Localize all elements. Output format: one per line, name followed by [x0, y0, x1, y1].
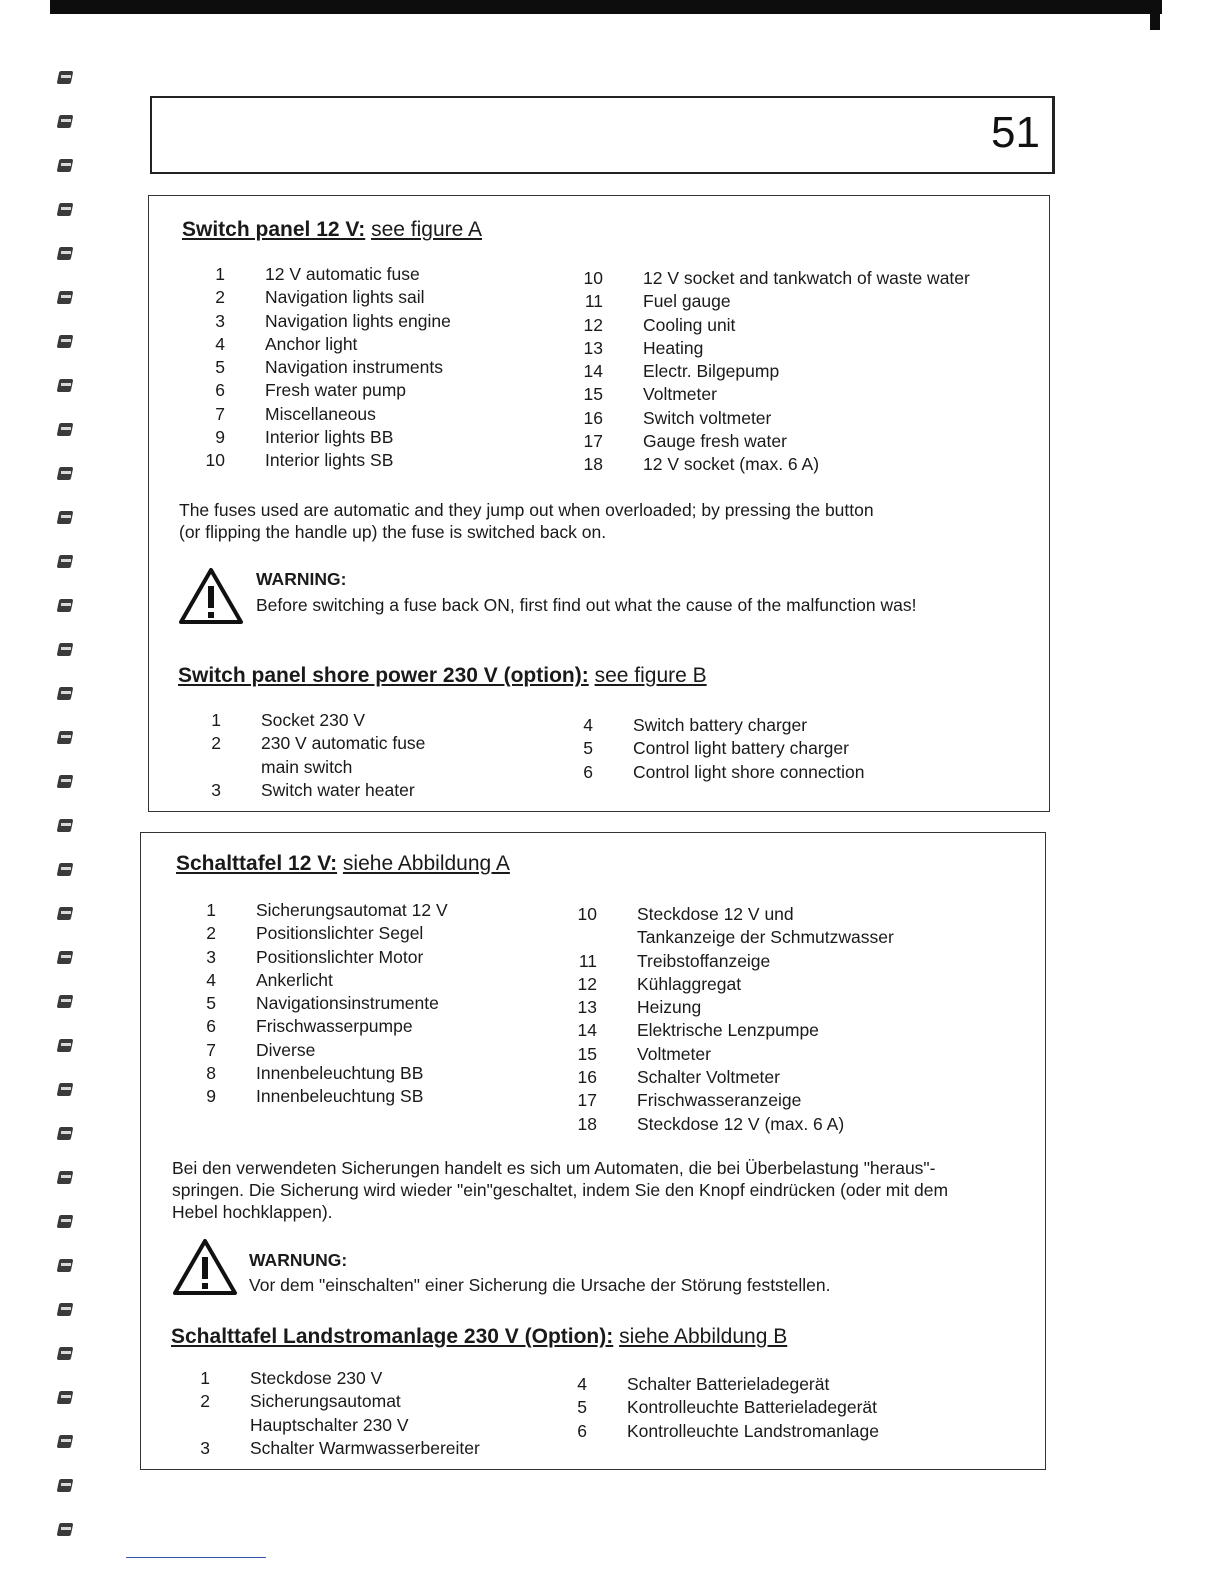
fuse-note-line: (or flipping the handle up) the fuse is switched back on. [179, 522, 607, 542]
warning-text: Vor dem "einschalten" einer Sicherung die Ursache der Störung feststellen. [249, 1275, 831, 1295]
binding-ring [56, 420, 76, 440]
fuse-note-line: Hebel hochklappen). [172, 1202, 333, 1222]
warning-title: WARNING: [256, 569, 347, 589]
binding-ring [56, 816, 76, 836]
binding-ring [56, 464, 76, 484]
list-item: 12 Kühlaggregat [577, 973, 742, 994]
page-number: 51 [991, 108, 1040, 157]
binding-ring [56, 596, 76, 616]
list-item: 18 Steckdose 12 V (max. 6 A) [577, 1113, 845, 1134]
heading-reference: see figure B [594, 664, 707, 687]
binding-ring [56, 200, 76, 220]
list-item: 7 Diverse [206, 1039, 316, 1060]
fuse-note [172, 1157, 948, 1223]
warning-triangle-icon [171, 1237, 239, 1297]
binding-ring [56, 1080, 76, 1100]
list-item: 16 Schalter Voltmeter [577, 1067, 780, 1088]
list-item: 5 Kontrolleuchte Batterieladegerät [577, 1397, 878, 1418]
page-header-box [150, 96, 1055, 174]
list-item: 1 12 V automatic fuse [215, 264, 420, 284]
schalttafel-230v-heading [171, 1325, 787, 1349]
list-item: main switch [261, 756, 353, 777]
fuse-note-line: springen. Die Sicherung wird wieder "ein"geschaltet, indem Sie den Knopf eindrücken (oder mit dem [172, 1180, 949, 1200]
binding-ring [56, 1300, 76, 1320]
binding-ring [56, 112, 76, 132]
panel12-list-right [567, 267, 970, 477]
list-item: 6 Fresh water pump [215, 380, 407, 401]
list-item: 5 Navigationsinstrumente [206, 993, 439, 1014]
list-item: 3 Navigation lights engine [215, 310, 451, 331]
binding-ring [56, 1036, 76, 1056]
list-item: 11 Treibstoffanzeige [578, 950, 771, 971]
binding-ring [56, 332, 76, 352]
list-item: 2 Navigation lights sail [215, 287, 425, 308]
panel230-list-left [185, 709, 425, 802]
list-item: Tankanzeige der Schmutzwasser [637, 927, 894, 948]
list-item: 18 12 V socket (max. 6 A) [583, 454, 820, 475]
panel12-list-right [561, 903, 894, 1136]
list-item: 4 Anchor light [215, 333, 358, 354]
binding-ring [56, 948, 76, 968]
binding-ring [56, 684, 76, 704]
switch-panel-12v-heading [182, 218, 482, 242]
list-item: 11 Fuel gauge [584, 291, 731, 312]
binding-ring [56, 1388, 76, 1408]
panel230-list-right [551, 1373, 879, 1443]
list-item: 1 Steckdose 230 V [200, 1368, 383, 1388]
heading-bold: Switch panel shore power 230 V (option): [178, 664, 589, 687]
binding-ring [56, 68, 76, 88]
list-item: 10 Steckdose 12 V und [577, 904, 794, 924]
heading-reference: siehe Abbildung B [619, 1325, 788, 1348]
binding-ring [56, 640, 76, 660]
list-item: 15 Voltmeter [583, 384, 717, 405]
list-item: 7 Miscellaneous [215, 403, 376, 424]
heading-bold: Schalttafel Landstromanlage 230 V (Option): [171, 1325, 614, 1348]
list-item: 16 Switch voltmeter [583, 407, 772, 428]
list-item: 2 Positionslichter Segel [206, 923, 424, 944]
list-item: 5 Control light battery charger [583, 738, 849, 759]
fuse-note-line: Bei den verwendeten Sicherungen handelt es sich um Automaten, die bei Überbelastung "heraus"- [172, 1158, 936, 1178]
warning-title: WARNUNG: [249, 1250, 348, 1270]
english-section [148, 195, 1050, 812]
binding-ring [56, 992, 76, 1012]
binding-ring [56, 904, 76, 924]
list-item: 2 230 V automatic fuse [211, 733, 426, 754]
binding-ring [56, 1168, 76, 1188]
list-item: 1 Socket 230 V [211, 710, 366, 730]
warning-triangle-icon [177, 566, 245, 626]
list-item: 17 Frischwasseranzeige [577, 1090, 802, 1111]
list-item: 5 Navigation instruments [215, 357, 443, 378]
list-item: Hauptschalter 230 V [250, 1414, 409, 1435]
list-item: 9 Interior lights BB [215, 427, 394, 448]
switch-panel-230v-heading [178, 664, 707, 688]
list-item: 6 Control light shore connection [583, 761, 865, 782]
binding-ring [56, 376, 76, 396]
panel230-list-left [174, 1367, 480, 1460]
list-item: 3 Positionslichter Motor [206, 946, 424, 967]
panel230-list-right [557, 714, 865, 784]
scan-corner-edge [1150, 0, 1160, 30]
list-item: 14 Elektrische Lenzpumpe [577, 1020, 819, 1041]
list-item: 10 Interior lights SB [205, 450, 394, 471]
list-item: 13 Heating [583, 337, 704, 358]
binding-ring [56, 1256, 76, 1276]
warning-text: Before switching a fuse back ON, first find out what the cause of the malfunction was! [256, 595, 917, 615]
binding-ring [56, 1212, 76, 1232]
schalttafel-12v-heading [176, 852, 510, 876]
fuse-note-line: The fuses used are automatic and they jump out when overloaded; by pressing the button [179, 500, 874, 520]
list-item: 17 Gauge fresh water [583, 431, 787, 452]
list-item: 1 Sicherungsautomat 12 V [206, 900, 448, 920]
list-item: 15 Voltmeter [577, 1043, 711, 1064]
list-item: 9 Innenbeleuchtung SB [206, 1086, 424, 1107]
list-item: 4 Schalter Batterieladegerät [577, 1374, 830, 1394]
binding-ring [56, 1520, 76, 1540]
list-item: 8 Innenbeleuchtung BB [206, 1063, 424, 1084]
list-item: 13 Heizung [577, 997, 702, 1018]
list-item: 4 Switch battery charger [583, 715, 808, 735]
binding-ring [56, 1124, 76, 1144]
binding-ring [56, 1432, 76, 1452]
binding-ring [56, 728, 76, 748]
heading-bold: Switch panel 12 V: [182, 218, 366, 241]
binding-ring [56, 552, 76, 572]
list-item: 3 Schalter Warmwasserbereiter [200, 1437, 480, 1458]
scan-top-edge [50, 0, 1162, 14]
fuse-note [179, 499, 874, 543]
list-item: 10 12 V socket and tankwatch of waste water [583, 268, 970, 288]
binding-ring [56, 508, 76, 528]
footer-rule [126, 1557, 266, 1558]
german-section [140, 832, 1046, 1470]
spiral-binding [52, 60, 82, 1580]
list-item: 4 Ankerlicht [206, 969, 333, 990]
binding-ring [56, 156, 76, 176]
binding-ring [56, 772, 76, 792]
binding-ring [56, 244, 76, 264]
binding-ring [56, 860, 76, 880]
heading-bold: Schalttafel 12 V: [176, 852, 338, 875]
binding-ring [56, 1344, 76, 1364]
binding-ring [56, 1476, 76, 1496]
list-item: 12 Cooling unit [583, 314, 736, 335]
list-item: 6 Frischwasserpumpe [206, 1016, 413, 1037]
list-item: 2 Sicherungsautomat [200, 1391, 401, 1412]
heading-reference: siehe Abbildung A [342, 852, 510, 875]
binding-ring [56, 288, 76, 308]
panel12-list-left [180, 899, 448, 1109]
list-item: 3 Switch water heater [211, 779, 415, 800]
list-item: 14 Electr. Bilgepump [583, 361, 780, 382]
list-item: 6 Kontrolleuchte Landstromanlage [577, 1420, 879, 1441]
panel12-list-left [189, 263, 451, 473]
heading-reference: see figure A [371, 218, 482, 241]
